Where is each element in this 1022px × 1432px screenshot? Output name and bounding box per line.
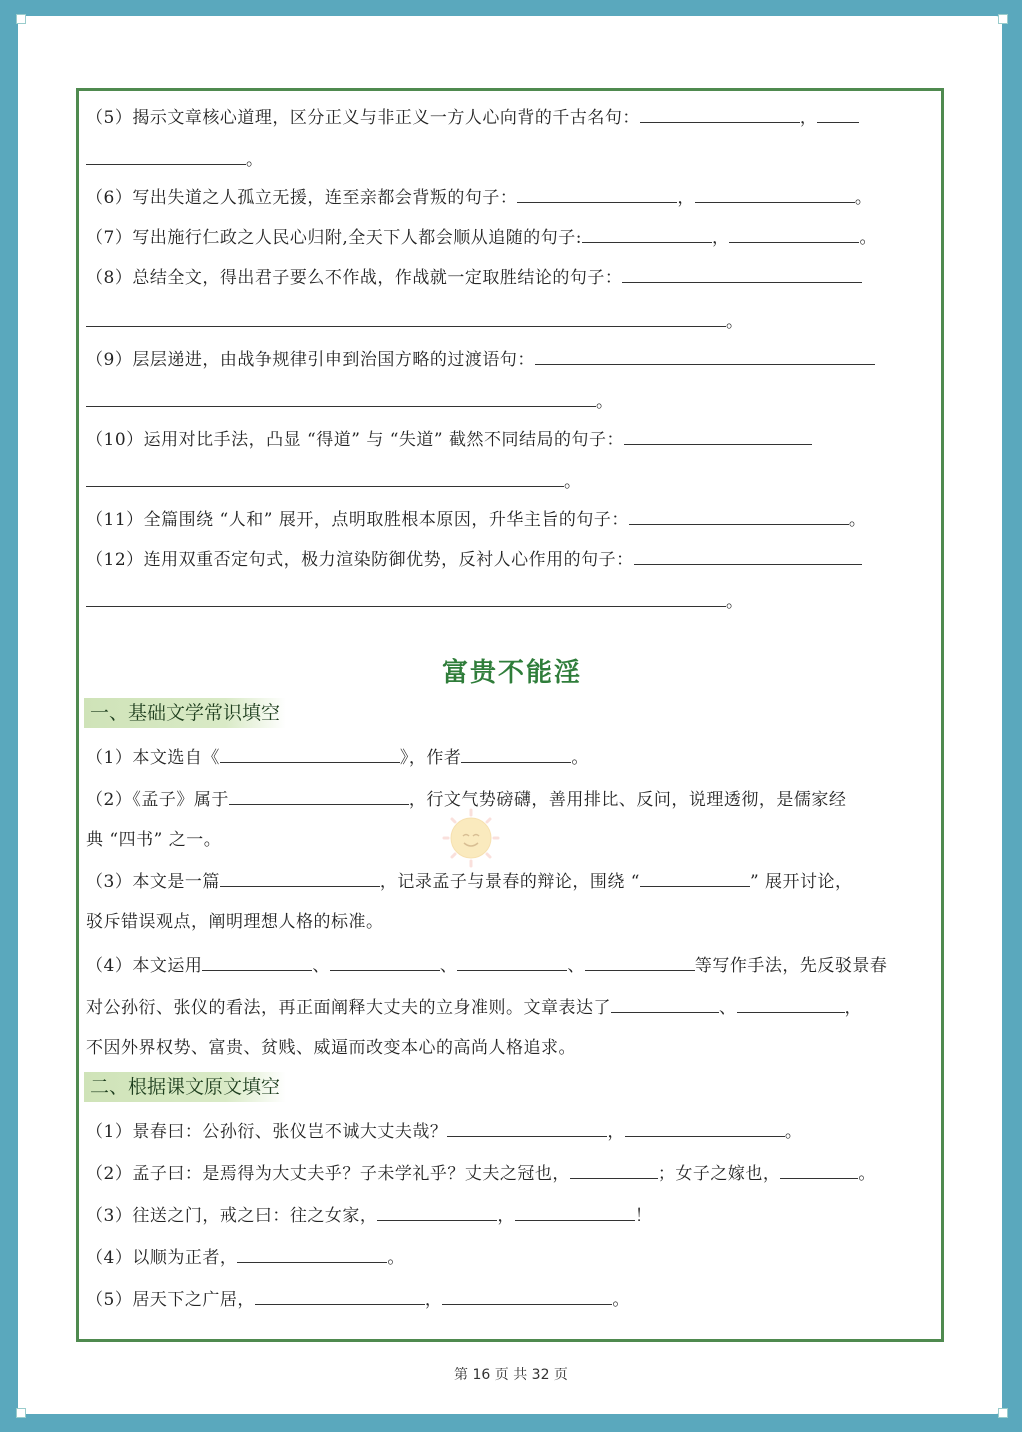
answer-blank[interactable] [817,104,859,123]
page-footer: 第 16 页 共 32 页 [454,1367,568,1383]
answer-blank[interactable] [237,1244,387,1263]
sun-watermark-icon [432,806,510,870]
question-text: 典 “四书” 之一。 [86,830,222,850]
s2-question-1 [86,1118,938,1144]
question-text: ；女子之嫁也， [657,1164,781,1184]
question-text: （11）全篇围绕 “人和” 展开，点明取胜根本原因，升华主旨的句子： [86,510,629,530]
question-7 [86,224,938,250]
corner-marker [16,1408,26,1418]
answer-blank[interactable] [457,952,567,971]
punct: ， [711,228,730,248]
answer-blank[interactable] [624,426,812,445]
answer-blank[interactable] [86,468,564,487]
answer-blank[interactable] [86,308,726,327]
question-text: 驳斥错误观点，阐明理想人格的标准。 [86,912,384,932]
question-12-cont [86,588,938,614]
s1-question-2 [86,786,938,812]
question-text: （8）总结全文，得出君子要么不作战，作战就一定取胜结论的句子： [86,268,623,288]
answer-blank[interactable] [535,346,875,365]
punct: 、 [567,956,585,976]
s1-question-4 [86,952,938,978]
s1-question-3 [86,868,938,894]
punct: ！ [634,1206,653,1226]
s1-question-1 [86,744,938,770]
question-text: （9）层层递进，由战争规律引申到治国方略的过渡语句： [86,350,535,370]
answer-blank[interactable] [625,1118,785,1137]
question-text: （3）本文是一篇 [86,872,220,892]
answer-blank[interactable] [461,744,571,763]
punct: 。 [564,472,582,492]
answer-blank[interactable] [377,1202,497,1221]
question-text: 》，作者 [399,748,462,768]
page-title: 富贵不能淫 [441,658,582,688]
question-text: （12）连用双重否定句式，极力渲染防御优势，反衬人心作用的句子： [86,550,634,570]
question-text: （1）景春曰：公孙衍、张仪岂不诚大丈夫哉？ [86,1122,448,1142]
answer-blank[interactable] [229,786,409,805]
answer-blank[interactable] [86,588,726,607]
question-text: （5）揭示文章核心道理，区分正义与非正义一方人心向背的千古名句： [86,108,640,128]
section-heading-2: 二、根据课文原文填空 [84,1072,286,1102]
question-5 [86,104,938,130]
question-9 [86,346,938,372]
question-text: （10）运用对比手法，凸显 “得道” 与 “失道” 截然不同结局的句子： [86,430,625,450]
answer-blank[interactable] [640,104,800,123]
s2-question-4 [86,1244,938,1270]
corner-marker [16,14,26,24]
punct: ， [497,1206,515,1226]
question-text: （3）往送之门，戒之曰：往之女家， [86,1206,378,1226]
question-text: （2）《孟子》属于 [86,790,229,810]
answer-blank[interactable] [255,1286,425,1305]
answer-blank[interactable] [202,952,312,971]
answer-blank[interactable] [517,184,677,203]
question-text: （4）本文运用 [86,956,203,976]
punct: 、 [312,956,330,976]
punct: ， [607,1122,625,1142]
question-6 [86,184,938,210]
answer-blank[interactable] [611,994,719,1013]
s1-question-4-cont [86,994,938,1020]
question-text: （6）写出失道之人孤立无援，连至亲都会背叛的句子： [86,188,518,208]
answer-blank[interactable] [695,184,855,203]
question-10-cont [86,468,938,494]
punct: 。 [854,188,873,208]
punct: 。 [859,228,877,248]
answer-blank[interactable] [570,1160,658,1179]
punct: 。 [858,1164,876,1184]
question-text: 对公孙衍、张仪的看法，再正面阐释大丈夫的立身准则。文章表达了 [86,998,611,1018]
answer-blank[interactable] [729,224,859,243]
question-11 [86,506,938,532]
question-text: （5）居天下之广居， [86,1290,255,1310]
punct: ， [844,998,862,1018]
section-heading-1: 一、基础文学常识填空 [84,698,286,728]
question-text: 不因外界权势、富贵、贫贱、威逼而改变本心的高尚人格追求。 [86,1038,576,1058]
answer-blank[interactable] [737,994,845,1013]
answer-blank[interactable] [629,506,849,525]
punct: 。 [612,1290,630,1310]
corner-marker [998,14,1008,24]
s1-question-2-cont [86,828,938,852]
question-text: ” 展开讨论， [749,872,853,892]
answer-blank[interactable] [86,146,246,165]
s2-question-5 [86,1286,938,1312]
s2-question-3 [86,1202,938,1228]
corner-marker [998,1408,1008,1418]
question-5-cont [86,146,938,172]
question-text: ，行文气势磅礴，善用排比、反问，说理透彻，是儒家经 [408,790,847,810]
answer-blank[interactable] [780,1160,858,1179]
punct: 。 [726,312,744,332]
punct: 。 [848,510,867,530]
answer-blank[interactable] [220,868,380,887]
punct: 、 [439,956,458,976]
question-9-cont [86,388,938,414]
question-10 [86,426,938,452]
question-text: 等写作手法，先反驳景春 [694,956,888,976]
answer-blank[interactable] [86,388,596,407]
answer-blank[interactable] [622,264,862,283]
punct: ， [424,1290,443,1310]
punct: 。 [387,1248,405,1268]
answer-blank[interactable] [220,744,400,763]
s2-question-2 [86,1160,938,1186]
answer-blank[interactable] [330,952,440,971]
question-text: （1）本文选自《 [86,748,220,768]
answer-blank[interactable] [515,1202,635,1221]
question-text: （2）孟子曰：是焉得为大丈夫乎？子未学礼乎？丈夫之冠也， [86,1164,570,1184]
punct: ， [799,108,818,128]
answer-blank[interactable] [442,1286,612,1305]
s1-question-3-cont [86,910,938,934]
question-12 [86,546,938,572]
answer-blank[interactable] [640,868,750,887]
answer-blank[interactable] [582,224,712,243]
punct: 。 [571,748,589,768]
punct: 、 [719,998,737,1018]
answer-blank[interactable] [634,546,862,565]
punct: ， [677,188,695,208]
question-text: （7）写出施行仁政之人民心归附,全天下人都会顺从追随的句子: [86,228,582,248]
question-8 [86,264,938,290]
s1-question-4-cont2 [86,1036,938,1060]
punct: 。 [246,150,264,170]
question-text: （4）以顺为正者， [86,1248,238,1268]
punct: 。 [726,592,744,612]
punct: 。 [596,392,614,412]
punct: 。 [784,1122,803,1142]
question-8-cont [86,308,938,334]
answer-blank[interactable] [585,952,695,971]
answer-blank[interactable] [447,1118,607,1137]
question-text: ，记录孟子与景春的辩论，围绕 “ [379,872,640,892]
